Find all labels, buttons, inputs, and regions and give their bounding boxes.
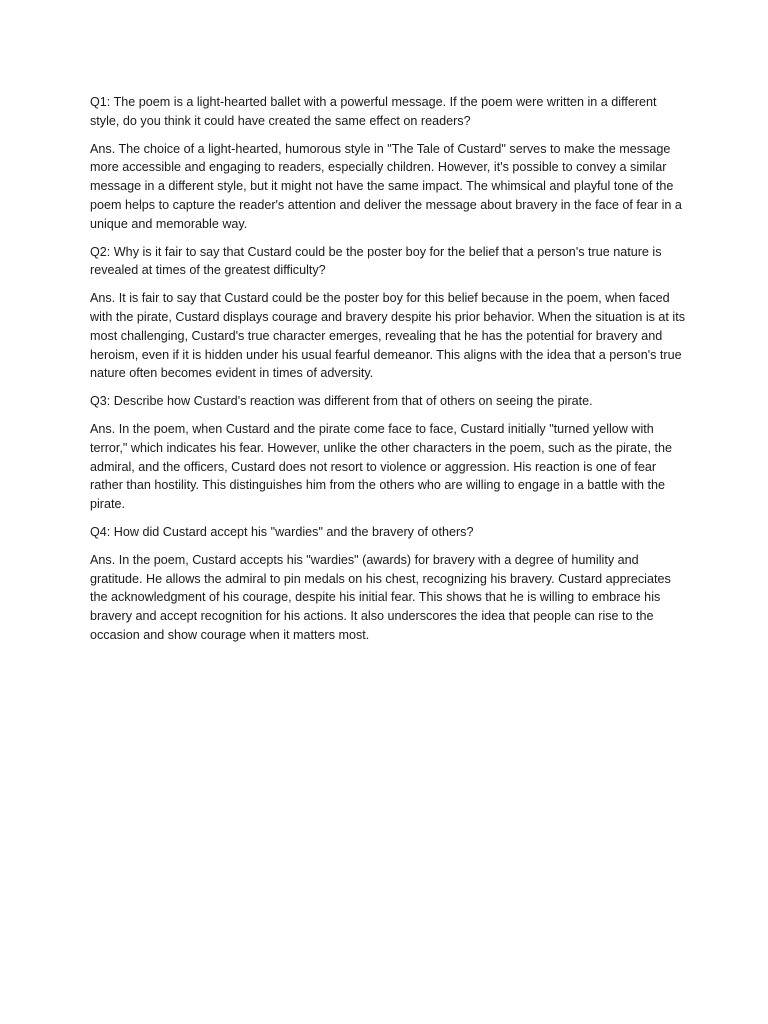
answer-1: Ans. The choice of a light-hearted, humorous style in "The Tale of Custard" serves to make the message more accessible and engaging to readers, especially children. However, it's possible to convey a similar message in a different style, but it might not have the same impact. The whimsical and playful tone of the poem helps to capture the reader's attention and deliver the message about bravery in the face of fear in a unique and memorable way. — [90, 141, 682, 231]
question-2: Q2: Why is it fair to say that Custard could be the poster boy for the belief that a person's true nature is revealed at times of the greatest difficulty? — [90, 244, 662, 278]
question-1: Q1: The poem is a light-hearted ballet with a powerful message. If the poem were written in a different style, do you think it could have created the same effect on readers? — [90, 95, 657, 128]
document-body — [90, 93, 686, 654]
answer-2: Ans. It is fair to say that Custard could be the poster boy for this belief because in the poem, when faced with the pirate, Custard displays courage and bravery despite his prior behavior. When the situation is at its most challenging, Custard's true character emerges, revealing that he has the potential for bravery and heroism, even if it is hidden under his usual fearful demeanor. This aligns with the idea that a person's true nature often becomes evident in times of adversity. — [90, 291, 686, 381]
answer-3: Ans. In the poem, when Custard and the pirate come face to face, Custard initially "turned yellow with terror," which indicates his fear. However, unlike the other characters in the poem, such as the pirate, the admiral, and the officers, Custard does not resort to violence or aggression. His reaction is one of fear rather than hostility. This distinguishes him from the others who are willing to engage in a battle with the pirate. — [90, 421, 672, 512]
question-3: Q3: Describe how Custard's reaction was different from that of others on seeing the pirate. — [90, 394, 593, 409]
answer-4: Ans. In the poem, Custard accepts his "wardies" (awards) for bravery with a degree of humility and gratitude. He allows the admiral to pin medals on his chest, recognizing his bravery. Custard appreciates the acknowledgment of his courage, despite his initial fear. This shows that he is willing to embrace his bravery and accept recognition for his actions. It also underscores the idea that people can rise to the occasion and show courage when it matters most. — [90, 552, 671, 642]
question-4: Q4: How did Custard accept his "wardies" and the bravery of others? — [90, 524, 474, 539]
